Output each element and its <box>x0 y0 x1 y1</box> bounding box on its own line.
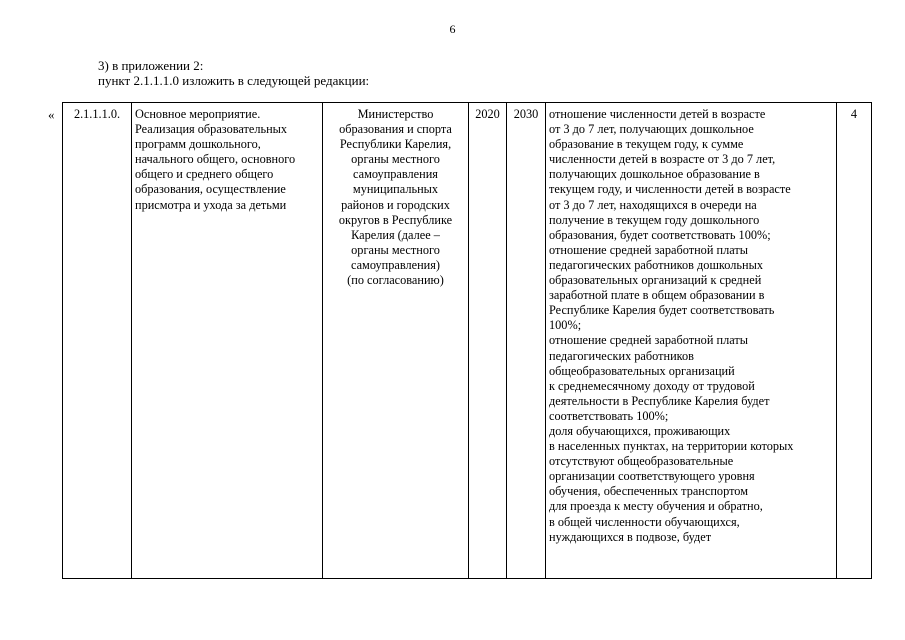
cell-event <box>132 103 323 579</box>
text-line: присмотра и ухода за детьми <box>135 197 287 212</box>
text-line: доля обучающихся, проживающих <box>549 423 731 438</box>
cell-number: 4 <box>837 103 872 579</box>
cell-year-end: 2030 <box>507 103 546 579</box>
text-line: от 3 до 7 лет, получающих дошкольное <box>549 122 754 137</box>
text-line: самоуправления <box>353 167 438 182</box>
text-line: образования, осуществление <box>135 182 286 197</box>
program-table <box>62 102 872 579</box>
page-number: 6 <box>449 22 456 36</box>
text-line: численности детей в возрасте от 3 до 7 лет, <box>549 152 776 167</box>
text-line: 100%; <box>549 318 582 333</box>
text-line: органы местного <box>351 152 440 167</box>
text-line: общего и среднего общего <box>135 167 274 182</box>
text-line: Реализация образовательных <box>135 122 288 137</box>
text-line: образования и спорта <box>339 122 452 137</box>
text-line: (по согласованию) <box>347 273 444 288</box>
intro-line-2: пункт 2.1.1.1.0 изложить в следующей редакции: <box>98 73 370 88</box>
text-line: программ дошкольного, <box>135 137 261 152</box>
text-line: отношение средней заработной платы <box>549 333 748 348</box>
text-line: деятельности в Республике Карелия будет <box>549 393 770 408</box>
text-line: нуждающихся в подвозе, будет <box>549 529 712 544</box>
text-line: органы местного <box>351 242 440 257</box>
opening-quote-mark: « <box>48 107 55 122</box>
cell-organization <box>323 103 469 579</box>
text-line: в общей численности обучающихся, <box>549 514 740 529</box>
text-line: Министерство <box>357 107 434 121</box>
intro-line-1: 3) в приложении 2: <box>98 58 204 73</box>
cell-indicators <box>546 103 837 579</box>
text-line: районов и городских <box>341 197 450 212</box>
text-line: самоуправления) <box>350 257 440 272</box>
text-line: для проезда к месту обучения и обратно, <box>549 499 763 514</box>
text-line: педагогических работников <box>549 348 694 363</box>
text-line: Республике Карелия будет соответствовать <box>549 303 775 318</box>
text-line: Карелия (далее – <box>351 227 440 242</box>
table-row <box>63 103 872 579</box>
text-line: образования, будет соответствовать 100%; <box>549 227 771 242</box>
text-line: заработной плате в общем образовании в <box>549 288 765 303</box>
text-line: получающих дошкольное образование в <box>549 167 760 182</box>
intro-text <box>98 58 369 88</box>
text-line: отношение средней заработной платы <box>549 242 748 257</box>
text-line: отношение численности детей в возрасте <box>549 107 766 121</box>
cell-code: 2.1.1.1.0. <box>63 103 132 579</box>
text-line: округов в Республике <box>338 212 453 227</box>
text-line: текущем году, и численности детей в возрасте <box>549 182 791 197</box>
text-line: организации соответствующего уровня <box>549 469 755 484</box>
text-line: общеобразовательных организаций <box>549 363 735 378</box>
cell-year-start: 2020 <box>469 103 507 579</box>
text-line: к среднемесячному доходу от трудовой <box>549 378 755 393</box>
text-line: отсутствуют общеобразовательные <box>549 454 734 469</box>
text-line: соответствовать 100%; <box>549 408 669 423</box>
text-line: образовательных организаций к средней <box>549 273 762 288</box>
text-line: получение в текущем году дошкольного <box>549 212 760 227</box>
text-line: муниципальных <box>352 182 439 197</box>
text-line: образование в текущем году, к сумме <box>549 137 744 152</box>
text-line: от 3 до 7 лет, находящихся в очереди на <box>549 197 757 212</box>
text-line: Основное мероприятие. <box>135 107 261 121</box>
text-line: в населенных пунктах, на территории которых <box>549 439 794 454</box>
text-line: Республики Карелия, <box>339 137 452 152</box>
text-line: обучения, обеспеченных транспортом <box>549 484 748 499</box>
text-line: начального общего, основного <box>135 152 296 167</box>
text-line: педагогических работников дошкольных <box>549 257 763 272</box>
